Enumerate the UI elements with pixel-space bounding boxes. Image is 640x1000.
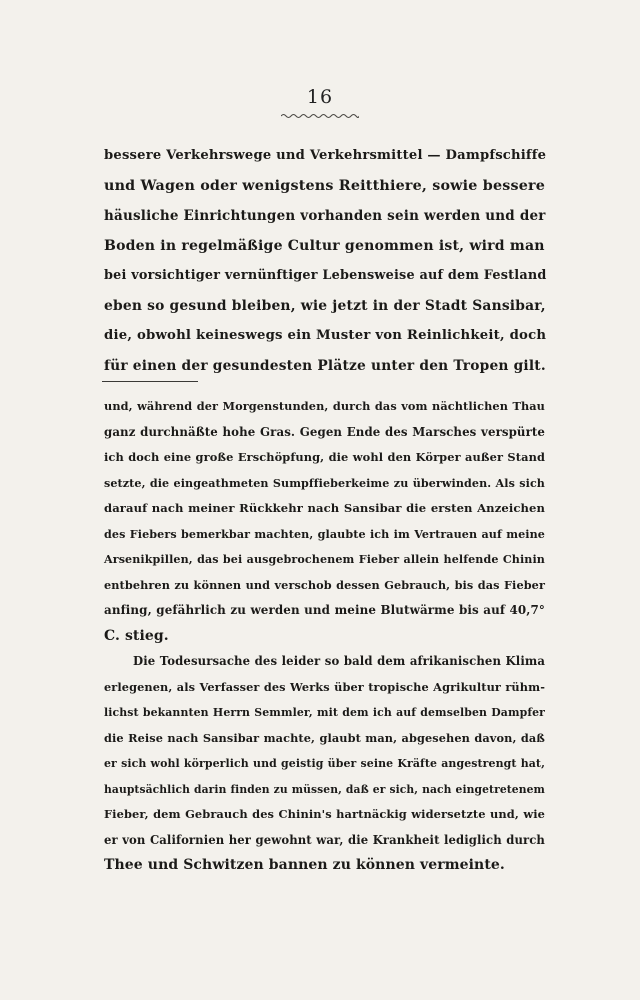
footnote-line: und, während der Morgenstunden, durch das vom nächtlichen Thau [104, 399, 545, 413]
footnote-text [104, 394, 545, 879]
footnote-line: er sich wohl körperlich und geistig über seine Kräfte angestrengt hat, [104, 757, 545, 770]
text-line: und Wagen oder wenigstens Reitthiere, sowie bessere [104, 178, 546, 194]
text-line: die, obwohl keineswegs ein Muster von Reinlichkeit, doch [104, 328, 547, 343]
footnote-line: die Reise nach Sansibar machte, glaubt man, abgesehen davon, daß [104, 730, 545, 745]
footnote-line: des Fiebers bemerkbar machten, glaubte ich im Vertrauen auf meine [104, 527, 545, 541]
footnote-paragraph [104, 649, 545, 879]
footnote-line: Arsenikpillen, das bei ausgebrochenem Fieber allein helfende Chinin [104, 553, 545, 566]
footnote-line: erlegenen, als Verfasser des Werks über tropische Agrikultur rühm- [104, 679, 545, 694]
footnote-separator-rule [102, 381, 198, 382]
text-line: bei vorsichtiger vernünftiger Lebensweise auf dem Festland [104, 268, 547, 283]
text-line: Boden in regelmäßige Cultur genommen ist, wird man [104, 238, 545, 254]
footnote-line: ich doch eine große Erschöpfung, die wohl den Körper außer Stand [104, 450, 545, 464]
page-number: 16 [306, 86, 334, 108]
footnote-line: Thee und Schwitzen bannen zu können vermeinte. [104, 857, 505, 873]
footnote-line: anfing, gefährlich zu werden und meine Blutwärme bis auf 40,7° [104, 603, 545, 617]
footnote-line: hauptsächlich darin finden zu müssen, daß er sich, nach eingetretenem [104, 782, 545, 796]
text-line: bessere Verkehrswege und Verkehrsmittel — Dampfschiffe [104, 148, 547, 163]
footnote-line: lichst bekannten Herrn Semmler, mit dem ich auf demselben Dampfer [104, 706, 545, 719]
text-line: für einen der gesundesten Plätze unter den Tropen gilt. [104, 358, 546, 374]
footnote-line: er von Californien her gewohnt war, die Krankheit lediglich durch [104, 832, 545, 847]
footnote-line: setzte, die eingeathmeten Sumpffieberkeime zu überwinden. Als sich [104, 476, 545, 490]
main-body-text [104, 141, 547, 381]
footnote-line: Fieber, dem Gebrauch des Chinin's hartnäckig widersetzte und, wie [104, 807, 545, 821]
text-line: häusliche Einrichtungen vorhanden sein werden und der [104, 208, 546, 224]
wavy-ornament-rule [281, 112, 359, 120]
footnote-line: C. stieg. [104, 627, 169, 644]
footnote-line: ganz durchnäßte hohe Gras. Gegen Ende des Marsches verspürte [104, 424, 545, 439]
footnote-paragraph [104, 394, 545, 649]
footnote-line: Die Todesursache des leider so bald dem afrikanischen Klima [133, 654, 545, 668]
footnote-line: entbehren zu können und verschob dessen Gebrauch, bis das Fieber [104, 577, 545, 592]
text-line: eben so gesund bleiben, wie jetzt in der Stadt Sansibar, [104, 298, 546, 314]
footnote-line: darauf nach meiner Rückkehr nach Sansibar die ersten Anzeichen [104, 501, 545, 515]
